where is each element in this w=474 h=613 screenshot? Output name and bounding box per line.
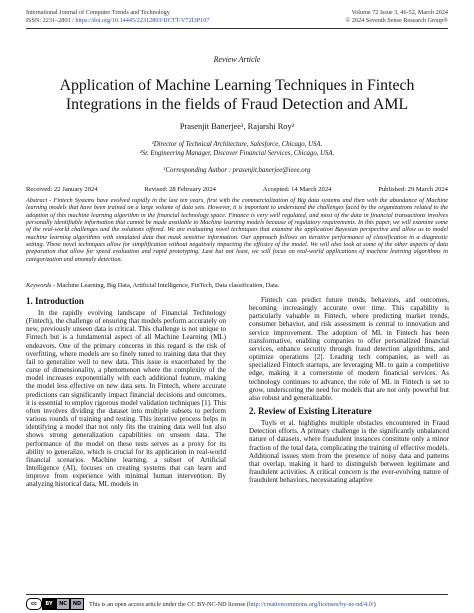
- by-icon: BY: [42, 598, 56, 610]
- keywords-label: Keywords -: [26, 282, 56, 289]
- article-title: [20, 76, 454, 114]
- corresponding-author: ¹Corresponding Author : prasenjit.banerjee@ieee.org: [163, 167, 311, 174]
- cc-license-badge-icon: [26, 598, 84, 610]
- date-published: Published: 29 March 2024: [378, 186, 448, 193]
- abstract-label: Abstract -: [26, 197, 52, 204]
- volume-info: [346, 9, 448, 25]
- license-text-start: This is an open access article under the CC BY-NC-ND license (: [89, 600, 249, 608]
- issn: ISSN: 2231–2803 /: [26, 17, 74, 24]
- journal-info: [26, 9, 209, 25]
- issn-doi-line: [26, 17, 209, 25]
- article-type: Review Article: [213, 55, 261, 64]
- date-received: Received: 22 January 2024: [26, 186, 98, 193]
- section-1-paragraph: In the rapidly evolving landscape of Financial Technology (Fintech), the challenge of ensuring that models perform accurately on new, previously unseen data is critical. This challenge is not unique to Fintech but is a fundamental aspect of all Machine Learning (ML) endeavors. One of the primary concerns in this regard is the risk of overfitting, where models are so finely tuned to training data that they fail to generalize well to new data. This issue is exacerbated by the curse of dimensionality, a phenomenon where the complexity of the model increases exponentially with each additional feature, making the model less effective on new data sets. In Fintech, where accurate predictions can significantly impact financial decisions and outcomes, it is essential to employ rigorous model validation techniques [1]. This often involves dividing the dataset into multiple subsets to perform various rounds of training and testing. This iterative process helps in identifying a model that not only fits the training data well but also shows strong generalization capabilities on unseen data. The performance of the model on these tests serves as a proxy for its ability to generalize, which is crucial for its application in real-world financial scenarios. Machine learning, a subset of Artificial Intelligence (AI), focuses on creating systems that can learn and improve from experience with minimal human intervention. By analyzing historical data, ML models in: [26, 309, 226, 489]
- section-1-continued-paragraph: Fintech can predict future trends, behaviors, and outcomes, becoming increasingly accurate over time. This capability is particularly valuable in Fintech, where predicting market trends, consumer behavior, and risk assessment is central to innovation and service improvement. The adoption of ML in Fintech has been transformative, enabling companies to offer personalized financial services, enhance security through fraud detection algorithms, and optimize operations [2]. Leading tech companies, as well as specialized Fintech startups, are leveraging ML to gain a competitive edge, making it a cornerstone of modern financial services. As technology continues to advance, the role of ML in Fintech is set to grow, underscoring the need for models that are not only powerful but also robust and generalizable.: [249, 296, 449, 402]
- running-header: [26, 9, 448, 25]
- affiliation-2: ²Sr. Engineering Manager, Discover Financial Services, Chicago, USA.: [139, 150, 335, 157]
- left-column: [26, 296, 226, 488]
- title-line-1: Application of Machine Learning Techniques in Fintech: [59, 77, 415, 94]
- abstract-text: Fintech Systems have evolved rapidly in the last ten years, first with the commercialization of Big data systems and then with the abundance of Machine learning models that have been trained on a large volume of data sets. However, it is important to understand the challenges faced by the organizations related to the adoption of this machine learning algorithm in the financial technology space. Finance is very well regulated, and most of the data in financial transactions involves personally identifiable information that cannot be made available to Machine learning models because of regulatory requirements. In this paper, we will examine some of the real-world challenges and the solutions offered. We are evaluating novel techniques that examine the application Bayesian perspective and allow us to model machine learning algorithms with simulated data that mask sensitive information. Our approach follows an iterative performance of classification in a diagnostic setting. These novel techniques allow for simplification without negatively impacting the efficacy of the model. We will also look at some of the other aspects of data preparation that allow for speed evaluation and rapid prototyping. Last but not least, we will focus on real-world applications of machine learning algorithms in categorization and anomaly detection.: [26, 197, 449, 263]
- affiliation-1: ¹Director of Technical Architecture, Salesforce, Chicago, USA.: [151, 141, 323, 148]
- footer-divider: [26, 594, 448, 595]
- right-column: [249, 296, 449, 484]
- section-2-heading: 2. Review of Existing Literature: [249, 406, 372, 417]
- abstract: [26, 197, 448, 263]
- date-accepted: Accepted: 14 March 2024: [262, 186, 332, 193]
- section-2-paragraph: Tuyls et al. highlights multiple obstacles encountered in Fraud Detection efforts. A primary challenge is the significantly unbalanced nature of datasets, where fraudulent instances constitute only a minor fraction of the total data, complicating the training of effective models. Additional issues stem from the presence of noisy data and patterns that overlap, making it hard to distinguish between legitimate and fraudulent activities. A critical concern is the ever-evolving nature of fraudulent behaviors, necessitating adaptive: [249, 419, 449, 485]
- copyright: © 2024 Seventh Sense Research Group®: [345, 17, 448, 24]
- nc-icon: NC: [56, 598, 70, 610]
- cc-icon: cc: [26, 598, 42, 610]
- doi-link[interactable]: https://doi.org/10.14445/22312803/IJCTT-V72I3P107: [75, 17, 210, 24]
- date-revised: Revised: 28 February 2024: [144, 186, 216, 193]
- title-line-2: Integrations in the fields of Fraud Detection and AML: [65, 96, 409, 113]
- section-1-heading: 1. Introduction: [26, 296, 84, 306]
- article-dates: [26, 186, 448, 193]
- keywords: [26, 282, 448, 289]
- journal-name: International Journal of Computer Trends and Technology: [26, 9, 170, 16]
- keywords-text: Machine Learning, Big Data, Artificial Intelligence, FinTech, Data classification, Data.: [56, 282, 280, 289]
- license-footer: [26, 598, 448, 610]
- nd-icon: ND: [70, 598, 84, 610]
- header-divider: [26, 28, 448, 29]
- volume: Volume 72 Issue 3, 46-52, March 2024: [351, 9, 448, 16]
- author-list: Prasenjit Banerjee¹, Rajarshi Roy²: [179, 122, 295, 131]
- license-text-end: ): [373, 600, 376, 608]
- license-link[interactable]: http://creativecommons.org/licenses/by-nc-nd/4.0/: [248, 600, 374, 608]
- license-text: [89, 601, 376, 608]
